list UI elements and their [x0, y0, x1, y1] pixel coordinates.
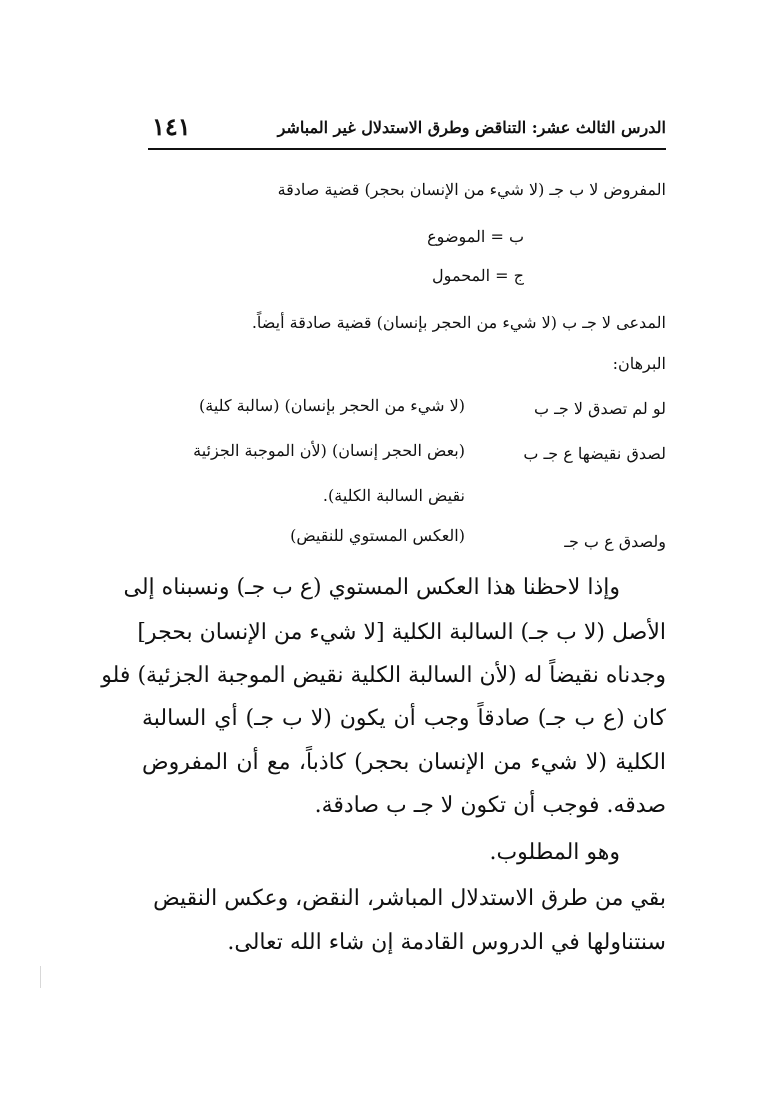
paragraph1-line-1: وإذا لاحظنا هذا العكس المستوي (ع ب جـ) ونسبناه إلى — [123, 575, 620, 600]
premise-line: المفروض لا ب جـ (لا شيء من الإنسان بحجر) قضية صادقة — [277, 180, 666, 199]
paragraph2-line-2: سنتناولها في الدروس القادمة إن شاء الله تعالى. — [227, 930, 666, 955]
paragraph1-line-3: وجدناه نقيضاً له (لأن السالبة الكلية نقيض الموجبة الجزئية) فلو — [101, 663, 666, 688]
proof-explanation-3: (العكس المستوي للنقيض) — [290, 526, 465, 545]
predicate-definition: ج = المحمول — [432, 266, 524, 285]
proof-explanation-2: (بعض الحجر إنسان) (لأن الموجبة الجزئية — [193, 441, 465, 460]
page-number: ١٤١ — [152, 112, 191, 141]
claim-line: المدعى لا جـ ب (لا شيء من الحجر بإنسان) قضية صادقة أيضاً. — [251, 313, 666, 332]
proof-continuation-2: نقيض السالبة الكلية). — [322, 486, 465, 505]
conclusion-line: وهو المطلوب. — [489, 840, 620, 865]
subject-definition: ب = الموضوع — [427, 227, 524, 246]
header-rule — [148, 148, 666, 150]
paragraph1-line-4: كان (ع ب جـ) صادقاً وجب أن يكون (لا ب جـ) أي السالبة — [142, 706, 666, 731]
proof-formula-2: لصدق نقيضها ع جـ ب — [523, 444, 666, 463]
proof-formula-3: ولصدق ع ب جـ — [564, 532, 666, 551]
paragraph1-line-2: الأصل (لا ب جـ) السالبة الكلية [لا شيء من الإنسان بحجر] — [137, 620, 666, 645]
proof-heading: البرهان: — [612, 354, 666, 373]
paragraph1-line-6: صدقه. فوجب أن تكون لا جـ ب صادقة. — [314, 793, 666, 818]
running-header — [148, 112, 666, 152]
paragraph1-line-5: الكلية (لا شيء من الإنسان بحجر) كاذباً، مع أن المفروض — [142, 750, 666, 775]
proof-formula-1: لو لم تصدق لا جـ ب — [534, 399, 666, 418]
proof-explanation-1: (لا شيء من الحجر بإنسان) (سالبة كلية) — [199, 396, 465, 415]
margin-mark — [40, 966, 41, 988]
paragraph2-line-1: بقي من طرق الاستدلال المباشر، النقض، وعكس النقيض — [153, 886, 666, 911]
header-title: الدرس الثالث عشر: التناقض وطرق الاستدلال غير المباشر — [277, 118, 666, 137]
